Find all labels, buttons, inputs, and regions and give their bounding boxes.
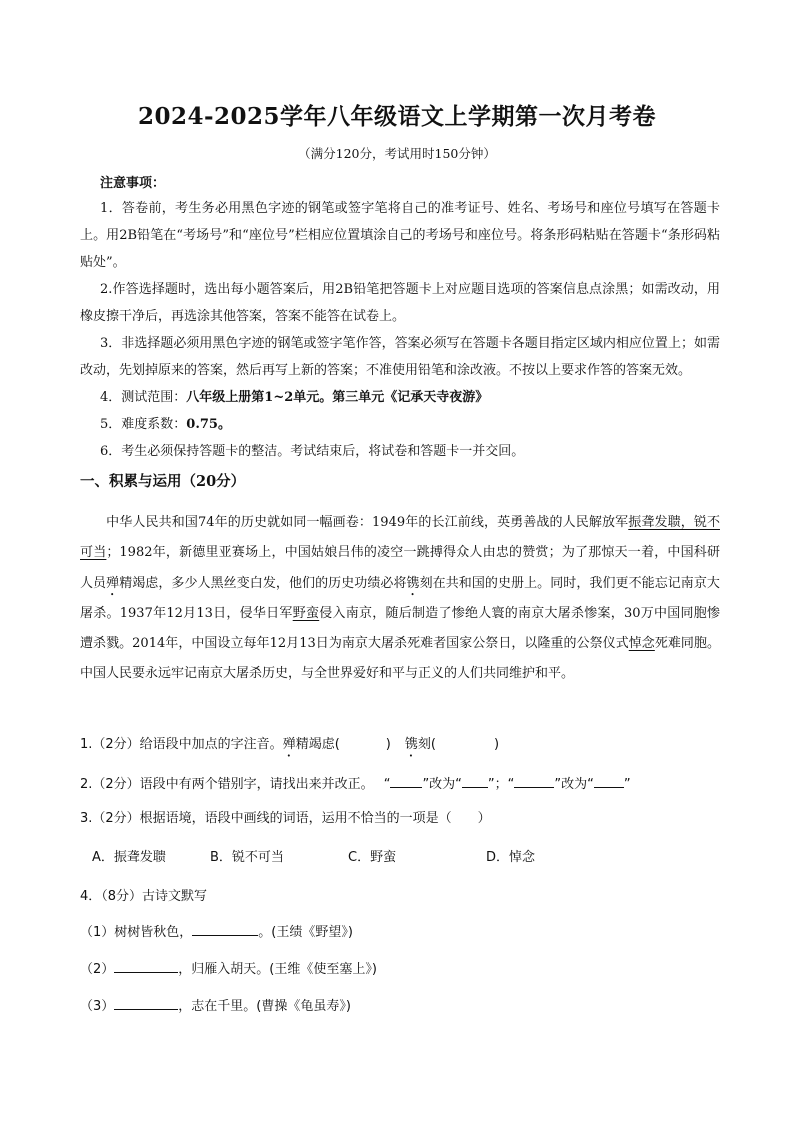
notice-item-3 bbox=[80, 330, 720, 384]
passage-part: 精竭虑，多少人黑丝变白发，他们的历史功绩必将 bbox=[119, 575, 407, 591]
poem-line-1 bbox=[80, 921, 353, 940]
poem-line-3-text: ，志在千里。(曹操《龟虽寿》) bbox=[178, 999, 351, 1014]
answer-blank[interactable] bbox=[462, 773, 488, 788]
dotted-char: 镌 bbox=[404, 737, 418, 752]
notice-item-6-text: 6．考生必须保持答题卡的整洁。考试结束后，将试卷和答题卡一并交回。 bbox=[100, 444, 525, 459]
dotted-char: 镌 bbox=[406, 575, 420, 591]
quote-mark: ”改为“ bbox=[422, 777, 462, 792]
notice-heading: 注意事项： bbox=[100, 176, 166, 191]
notice-item-2 bbox=[80, 276, 720, 330]
question-4: 4．（8分）古诗文默写 bbox=[80, 889, 208, 904]
notice-item-6 bbox=[80, 438, 720, 465]
dotted-char: 殚 bbox=[282, 737, 296, 752]
poem-line-2 bbox=[80, 958, 377, 977]
question-2 bbox=[80, 773, 631, 792]
question-1-text: 1.（2分）给语段中加点的字注音。 bbox=[80, 737, 283, 752]
notice-item-1 bbox=[80, 195, 720, 276]
poem-line-3-num: （3） bbox=[80, 999, 115, 1014]
passage-part: 侵入南京，随后制造了惨绝人寰的南京大屠杀惨案，30万中国同胞惨遭杀戮。2014年，中国设立每年12月13日为南京大屠杀死难者国家公祭日，以隆重的公祭仪式 bbox=[80, 605, 721, 652]
underlined-phrase: 悼念 bbox=[628, 636, 655, 652]
poem-line-3 bbox=[80, 995, 351, 1014]
poem-line-2-text: ，归雁入胡天。(王维《使至塞上》) bbox=[178, 962, 377, 977]
page-subtitle: （满分120分，考试用时150分钟） bbox=[298, 146, 496, 161]
dotted-char: 殚 bbox=[106, 575, 120, 591]
passage-part: 中华人民共和国74年的历史就如同一幅画卷：1949年的长江前线，英勇善战的人民解放军 bbox=[106, 515, 629, 530]
question-1-word: 刻( bbox=[417, 737, 436, 752]
option-a[interactable]: A．振聋发聩 bbox=[92, 850, 166, 865]
notice-item-2-text: 2.作答选择题时，选出每小题答案后，用2B铅笔把答题卡上对应题目选项的答案信息点涂黑；如需改动，用橡皮擦干净后，再选涂其他答案，答案不能答在试卷上。 bbox=[80, 282, 720, 324]
passage-part: ；1982年，新德里亚赛场上，中国姑娘吕伟的凌空一跳搏得众人由忠的赞赏；为了那惊天一着，中国科研人员 bbox=[80, 545, 720, 591]
underlined-phrase: 振聋发聩，锐不可当 bbox=[80, 515, 720, 561]
page-title: 2024-2025学年八年级语文上学期第一次月考卷 bbox=[137, 103, 657, 130]
reading-passage bbox=[80, 508, 720, 690]
answer-blank[interactable] bbox=[514, 773, 554, 788]
option-b[interactable]: B．锐不可当 bbox=[210, 850, 284, 865]
answer-blank[interactable] bbox=[192, 921, 258, 936]
passage-part: 刻在共和国的史册上。同时，我们更不能忘记南京大屠杀。1937年12月13日，侵华日军 bbox=[80, 575, 720, 621]
quote-mark: ”；“ bbox=[487, 777, 515, 792]
paren-close: ) bbox=[385, 737, 391, 752]
notice-item-1-text: 1．答卷前，考生务必用黑色字迹的钢笔或签字笔将自己的准考证号、姓名、考场号和座位号填写在答题卡上。用2B铅笔在“考场号”和“座位号”栏相应位置填涂自己的考场号和座位号。将条形码粘贴在答题卡“条形码粘贴处”。 bbox=[80, 201, 720, 270]
question-1-word: 精竭虑( bbox=[295, 737, 340, 752]
question-3: 3.（2分）根据语境，语段中画线的词语，运用不恰当的一项是（ ） bbox=[80, 811, 491, 826]
passage-part: 死难同胞。中国人民要永远牢记南京大屠杀历史，与全世界爱好和平与正义的人们共同维护和平。 bbox=[80, 636, 720, 682]
answer-blank[interactable] bbox=[390, 773, 422, 788]
notice-item-4-label: 4．测试范围： bbox=[100, 390, 187, 405]
notice-item-4 bbox=[80, 384, 720, 411]
answer-blank[interactable] bbox=[114, 995, 178, 1010]
option-d[interactable]: D．悼念 bbox=[486, 850, 536, 865]
notice-item-4-value: 八年级上册第1~2单元。第三单元《记承天寺夜游》 bbox=[186, 390, 489, 405]
question-2-text: 2.（2分）语段中有两个错别字，请找出来并改正。 bbox=[80, 777, 374, 792]
quote-mark: “ bbox=[383, 777, 391, 792]
notice-item-5-label: 5．难度系数： bbox=[100, 417, 187, 432]
answer-blank[interactable] bbox=[114, 958, 178, 973]
quote-mark: ” bbox=[623, 777, 631, 792]
option-c[interactable]: C．野蛮 bbox=[348, 850, 397, 865]
poem-line-1-text: （1）树树皆秋色， bbox=[80, 925, 193, 940]
paren-close: ) bbox=[493, 737, 500, 752]
notice-item-5-value: 0.75。 bbox=[186, 417, 231, 432]
answer-blank[interactable] bbox=[594, 773, 624, 788]
question-1 bbox=[80, 733, 499, 760]
underlined-phrase: 野蛮 bbox=[292, 605, 320, 621]
quote-mark: ”改为“ bbox=[554, 777, 594, 792]
poem-line-1-source: 。(王绩《野望》) bbox=[258, 925, 353, 940]
notice-item-3-text: 3．非选择题必须用黑色字迹的钢笔或签字笔作答，答案必须写在答题卡各题目指定区域内相应位置上；如需改动，先划掉原来的答案，然后再写上新的答案；不准使用铅笔和涂改液。不按以上要求作答的答案无效。 bbox=[80, 336, 720, 378]
poem-line-2-num: （2） bbox=[80, 962, 115, 977]
notice-item-5 bbox=[80, 411, 720, 438]
section-heading: 一、积累与运用（20分） bbox=[80, 473, 246, 490]
